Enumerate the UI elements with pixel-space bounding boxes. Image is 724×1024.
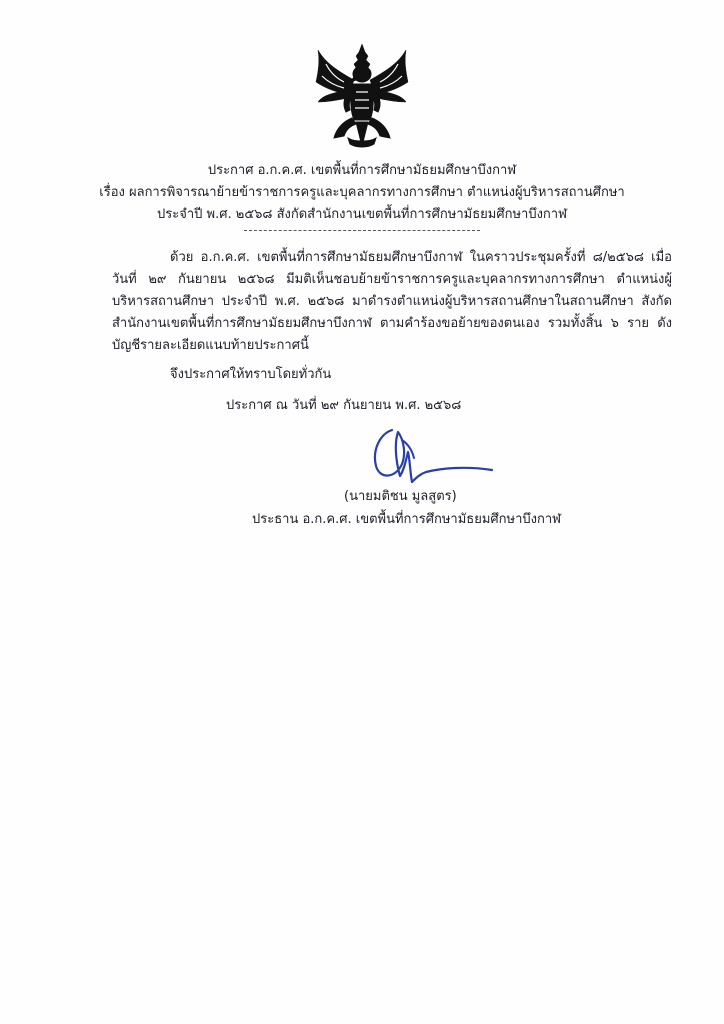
signatory-position: ประธาน อ.ก.ค.ศ. เขตพื้นที่การศึกษามัธยมศึกษาบึงกาฬ	[252, 512, 562, 527]
body-paragraph: ด้วย อ.ก.ค.ศ. เขตพื้นที่การศึกษามัธยมศึกษาบึงกาฬ ในคราวประชุมครั้งที่ ๘/๒๕๖๘ เมื่อวันที่ ๒๙ กันยายน ๒๕๖๘ มีมติเห็นชอบย้ายข้าราชการครูและบุคลากรทางการศึกษา ตำแหน่งผู้บริหารสถานศึกษา ประจำปี พ.ศ. ๒๕๖๘ มาดำรงตำแหน่งผู้บริหารสถานศึกษาในสถานศึกษา สังกัดสำนักงานเขตพื้นที่การศึกษามัธยมศึกษาบึงกาฬ ตามคำร้องขอย้ายของตนเอง รวมทั้งสิ้น ๖ ราย ดังบัญชีรายละเอียดแนบท้ายประกาศนี้	[112, 250, 672, 353]
announcement-subject: เรื่อง ผลการพิจารณาย้ายข้าราชการครูและบุคลากรทางการศึกษา ตำแหน่งผู้บริหารสถานศึกษา	[99, 185, 625, 200]
closing-statement: จึงประกาศให้ทราบโดยทั่วกัน	[170, 367, 332, 382]
announcement-title: ประกาศ อ.ก.ค.ศ. เขตพื้นที่การศึกษามัธยมศึกษาบึงกาฬ	[207, 163, 517, 178]
announcement-body	[112, 247, 672, 357]
header-divider	[244, 230, 480, 231]
garuda-emblem-icon	[312, 42, 412, 150]
announcement-subject-continued: ประจำปี พ.ศ. ๒๕๖๘ สังกัดสำนักงานเขตพื้นที่การศึกษามัธยมศึกษาบึงกาฬ	[157, 207, 567, 222]
announcement-date: ประกาศ ณ วันที่ ๒๙ กันยายน พ.ศ. ๒๕๖๘	[226, 398, 462, 413]
handwritten-signature	[362, 420, 502, 492]
signatory-name: (นายมติชน มูลสูตร)	[344, 489, 457, 504]
